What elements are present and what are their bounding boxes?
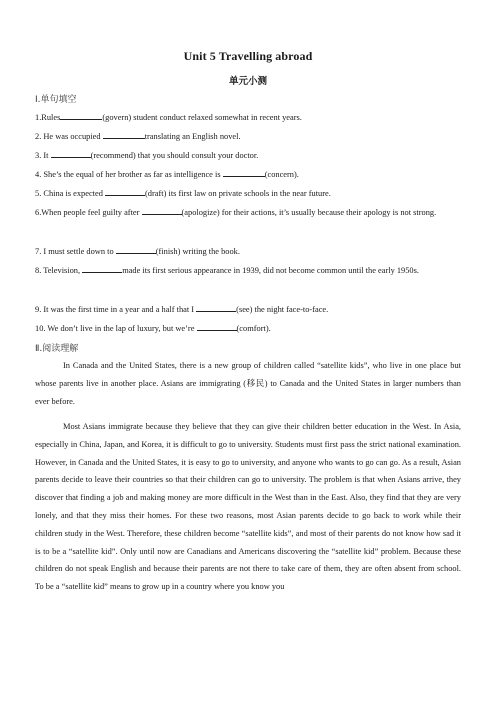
answer-blank[interactable] [60, 110, 102, 120]
question-5 [35, 186, 461, 201]
page-title: Unit 5 Travelling abroad [183, 49, 313, 63]
question-text: 8. Television, [35, 266, 83, 275]
question-text: translating an English novel. [144, 132, 241, 141]
question-text: (concern). [264, 170, 299, 179]
question-text: (apologize) for their actions, it’s usually because their apology is not strong. [181, 208, 437, 217]
answer-blank[interactable] [116, 244, 156, 254]
question-text: 4. She’s the equal of her brother as far as intelligence is [35, 170, 223, 179]
question-text: 5. China is expected [35, 189, 106, 198]
page-subtitle: 单元小测 [228, 76, 267, 87]
question-text: (see) the night face-to-face. [236, 305, 329, 314]
question-text: (comfort). [236, 324, 271, 333]
answer-blank[interactable] [82, 263, 122, 273]
question-text: 1.Rules [35, 113, 61, 122]
reading-paragraph-2: Most Asians immigrate because they believe that they can give their children better education in the West. In Asia, especially in China, Japan, and Korea, it is difficult to go to university. Students must first pass the strict national examination. However, in Canada and the United States, it is easy to go to university, and anyone who wants to go can go. As a result, Asian parents decide to leave their countries so that their children can go to university. The problem is that when Asians arrive, they discover that finding a job and making money are more difficult in the West than in the East. Also, they find that they are very lonely, and that they miss their homes. For these two reasons, most Asian parents decide to go back to work while their children study in the West. Therefore, these children become “satellite kids”, and most of their parents do not know how sad it is to be a “satellite kid”. Only until now are Canadians and Americans discovering the “satellite kid” problem. Because these children do not speak English and because their parents are not there to take care of them, they are often absent from school. To be a “satellite kid” means to grow up in a country where you know you [35, 422, 461, 592]
question-10 [35, 321, 461, 336]
question-text: 10. We don’t live in the lap of luxury, but we’re [35, 324, 197, 333]
question-text: 6.When people feel guilty after [35, 208, 142, 217]
question-text: (draft) its first law on private schools in the near future. [145, 189, 331, 198]
question-4 [35, 167, 461, 182]
question-3 [35, 148, 461, 163]
question-9 [35, 302, 461, 317]
answer-blank[interactable] [51, 148, 91, 158]
question-text: 2. He was occupied [35, 132, 103, 141]
question-text: 9. It was the first time in a year and a half that I [35, 305, 197, 314]
section-heading-fill-in: Ⅰ.单句填空 [35, 95, 77, 105]
question-text: 3. It [35, 151, 51, 160]
section-heading-reading: Ⅱ.阅读理解 [35, 344, 79, 354]
answer-blank[interactable] [105, 186, 145, 196]
answer-blank[interactable] [196, 302, 236, 312]
question-6 [35, 205, 461, 220]
question-7 [35, 244, 461, 259]
answer-blank[interactable] [142, 205, 182, 215]
question-text: made its first serious appearance in 1939, did not become common until the early 1950s. [122, 266, 419, 275]
question-8 [35, 263, 461, 278]
answer-blank[interactable] [197, 321, 237, 331]
question-text: (finish) writing the book. [155, 247, 240, 256]
answer-blank[interactable] [223, 167, 265, 177]
question-2 [35, 129, 461, 144]
question-text: (govern) student conduct relaxed somewhat in recent years. [102, 113, 302, 122]
question-text: 7. I must settle down to [35, 247, 116, 256]
question-1 [35, 110, 461, 125]
reading-paragraph-1: In Canada and the United States, there is a new group of children called “satellite kids”, who live in one place but whose parents live in another place. Asians are immigrating (移民) to Canada and the United States in larger numbers than ever before. [35, 361, 461, 406]
question-text: (recommend) that you should consult your doctor. [90, 151, 259, 160]
answer-blank[interactable] [103, 129, 145, 139]
